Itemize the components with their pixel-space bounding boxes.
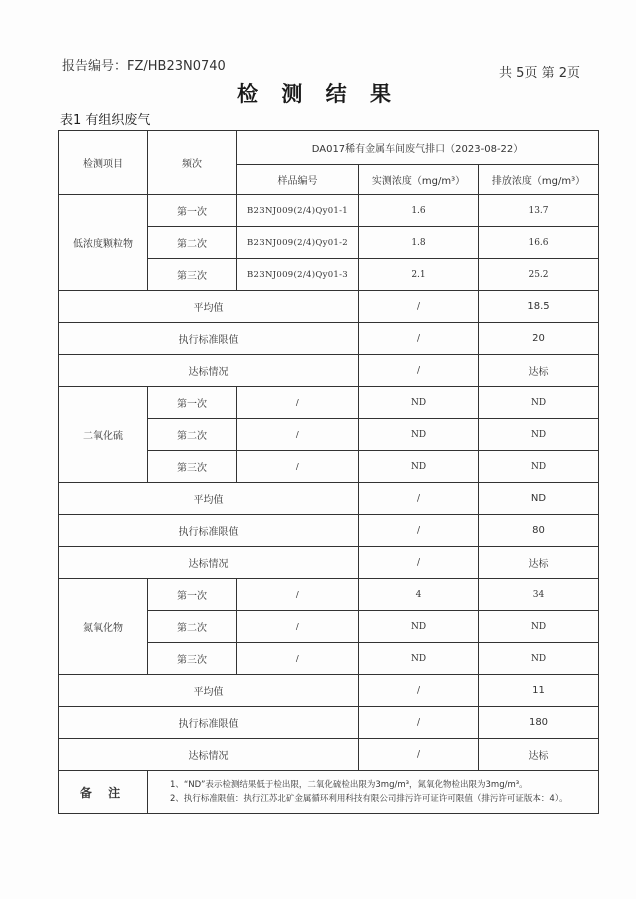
summary-measured: / bbox=[359, 675, 479, 707]
summary-emission: 18.5 bbox=[479, 291, 599, 323]
emission-cell: 13.7 bbox=[479, 195, 599, 227]
summary-label: 达标情况 bbox=[59, 739, 359, 771]
summary-row bbox=[59, 739, 599, 771]
summary-measured: / bbox=[359, 707, 479, 739]
summary-row bbox=[59, 675, 599, 707]
sample-code-cell: / bbox=[237, 451, 359, 483]
frequency-cell: 第三次 bbox=[148, 259, 237, 291]
col-header-item: 检测项目 bbox=[59, 131, 148, 195]
summary-row bbox=[59, 547, 599, 579]
measured-cell: 1.6 bbox=[359, 195, 479, 227]
sample-code-cell: / bbox=[237, 643, 359, 675]
notes-label: 备 注 bbox=[59, 771, 148, 814]
note-line-2: 2、执行标准限值：执行江苏北矿金属循环利用科技有限公司排污许可证许可限值（排污许可证版本：4）。 bbox=[170, 794, 568, 804]
summary-row bbox=[59, 515, 599, 547]
summary-measured: / bbox=[359, 291, 479, 323]
col-header-frequency: 频次 bbox=[148, 131, 237, 195]
report-number: 报告编号：FZ/HB23N0740 bbox=[62, 59, 226, 74]
frequency-cell: 第二次 bbox=[148, 611, 237, 643]
emission-cell: 16.6 bbox=[479, 227, 599, 259]
summary-emission: ND bbox=[479, 483, 599, 515]
measured-cell: ND bbox=[359, 419, 479, 451]
pollutant-name: 二氧化硫 bbox=[59, 387, 148, 483]
notes-row bbox=[59, 771, 599, 814]
emission-cell: ND bbox=[479, 419, 599, 451]
summary-measured: / bbox=[359, 355, 479, 387]
site-header: DA017稀有金属车间废气排口（2023-08-22） bbox=[237, 131, 599, 165]
note-line-1: 1、“ND”表示检测结果低于检出限，二氧化硫检出限为3mg/m³，氮氧化物检出限为3mg/m³。 bbox=[170, 780, 528, 790]
summary-emission: 达标 bbox=[479, 355, 599, 387]
summary-emission: 达标 bbox=[479, 547, 599, 579]
summary-emission: 180 bbox=[479, 707, 599, 739]
frequency-cell: 第二次 bbox=[148, 227, 237, 259]
col-header-sample: 样品编号 bbox=[237, 165, 359, 195]
emission-cell: ND bbox=[479, 387, 599, 419]
summary-measured: / bbox=[359, 483, 479, 515]
emission-cell: 25.2 bbox=[479, 259, 599, 291]
summary-label: 执行标准限值 bbox=[59, 515, 359, 547]
header-row bbox=[59, 131, 599, 165]
summary-row bbox=[59, 323, 599, 355]
pollutant-name: 氮氧化物 bbox=[59, 579, 148, 675]
pollutant-name: 低浓度颗粒物 bbox=[59, 195, 148, 291]
measured-cell: 4 bbox=[359, 579, 479, 611]
table-row bbox=[59, 579, 599, 611]
summary-measured: / bbox=[359, 515, 479, 547]
summary-label: 执行标准限值 bbox=[59, 707, 359, 739]
emission-cell: ND bbox=[479, 611, 599, 643]
frequency-cell: 第二次 bbox=[148, 419, 237, 451]
col-header-emission: 排放浓度（mg/m³） bbox=[479, 165, 599, 195]
page-number: 共 5页 第 2页 bbox=[499, 66, 580, 81]
measured-cell: ND bbox=[359, 611, 479, 643]
sample-code-cell: / bbox=[237, 611, 359, 643]
measured-cell: ND bbox=[359, 451, 479, 483]
measured-cell: 1.8 bbox=[359, 227, 479, 259]
measured-cell: 2.1 bbox=[359, 259, 479, 291]
frequency-cell: 第三次 bbox=[148, 451, 237, 483]
measured-cell: ND bbox=[359, 643, 479, 675]
col-header-measured: 实测浓度（mg/m³） bbox=[359, 165, 479, 195]
sample-code-cell: B23NJ009(2/4)Qy01-1 bbox=[237, 195, 359, 227]
measured-cell: ND bbox=[359, 387, 479, 419]
summary-row bbox=[59, 291, 599, 323]
sample-code-cell: / bbox=[237, 419, 359, 451]
summary-label: 达标情况 bbox=[59, 547, 359, 579]
frequency-cell: 第一次 bbox=[148, 387, 237, 419]
summary-emission: 达标 bbox=[479, 739, 599, 771]
summary-label: 达标情况 bbox=[59, 355, 359, 387]
sample-code-cell: B23NJ009(2/4)Qy01-3 bbox=[237, 259, 359, 291]
summary-measured: / bbox=[359, 323, 479, 355]
results-table bbox=[58, 130, 599, 814]
frequency-cell: 第一次 bbox=[148, 579, 237, 611]
notes-text bbox=[148, 771, 599, 814]
summary-row bbox=[59, 355, 599, 387]
emission-cell: ND bbox=[479, 451, 599, 483]
summary-emission: 11 bbox=[479, 675, 599, 707]
summary-label: 平均值 bbox=[59, 291, 359, 323]
table-row bbox=[59, 195, 599, 227]
sample-code-cell: / bbox=[237, 579, 359, 611]
table-row bbox=[59, 387, 599, 419]
frequency-cell: 第一次 bbox=[148, 195, 237, 227]
summary-emission: 20 bbox=[479, 323, 599, 355]
emission-cell: 34 bbox=[479, 579, 599, 611]
sample-code-cell: B23NJ009(2/4)Qy01-2 bbox=[237, 227, 359, 259]
summary-label: 平均值 bbox=[59, 483, 359, 515]
summary-measured: / bbox=[359, 739, 479, 771]
emission-cell: ND bbox=[479, 643, 599, 675]
summary-label: 平均值 bbox=[59, 675, 359, 707]
summary-measured: / bbox=[359, 547, 479, 579]
frequency-cell: 第三次 bbox=[148, 643, 237, 675]
table-caption: 表1 有组织废气 bbox=[60, 113, 151, 128]
sample-code-cell: / bbox=[237, 387, 359, 419]
summary-label: 执行标准限值 bbox=[59, 323, 359, 355]
summary-row bbox=[59, 707, 599, 739]
summary-emission: 80 bbox=[479, 515, 599, 547]
page-title: 检 测 结 果 bbox=[237, 82, 399, 106]
summary-row bbox=[59, 483, 599, 515]
